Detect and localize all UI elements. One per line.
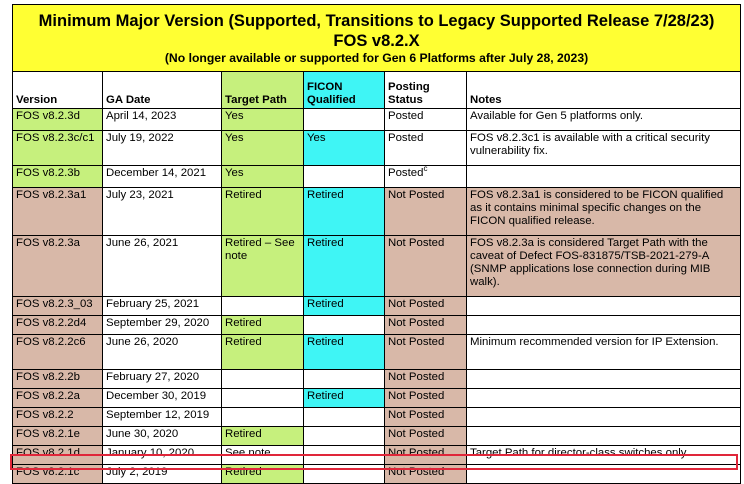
table-row bbox=[13, 109, 741, 131]
cell-notes bbox=[467, 370, 741, 389]
cell-notes: Available for Gen 5 platforms only. bbox=[467, 109, 741, 131]
cell-ficon bbox=[304, 316, 385, 335]
table-row bbox=[13, 465, 741, 484]
cell-target-path bbox=[222, 389, 304, 408]
cell-posting-status: Posted bbox=[385, 109, 467, 131]
cell-notes: FOS v8.2.3c1 is available with a critical security vulnerability fix. bbox=[467, 131, 741, 166]
footnote-marker: c bbox=[423, 164, 428, 174]
header-ga-date: GA Date bbox=[103, 72, 222, 109]
cell-ga-date: January 10, 2020 bbox=[103, 446, 222, 465]
header-version: Version bbox=[13, 72, 103, 109]
cell-ficon: Retired bbox=[304, 236, 385, 297]
cell-version: FOS v8.2.1d bbox=[13, 446, 103, 465]
cell-ga-date: September 29, 2020 bbox=[103, 316, 222, 335]
cell-ga-date: April 14, 2023 bbox=[103, 109, 222, 131]
cell-target-path: Yes bbox=[222, 131, 304, 166]
cell-notes bbox=[467, 297, 741, 316]
cell-posting-status: Posted bbox=[385, 131, 467, 166]
cell-posting-status: Not Posted bbox=[385, 316, 467, 335]
banner-title: Minimum Major Version (Supported, Transitions to Legacy Supported Release 7/28/23) bbox=[38, 11, 715, 30]
cell-posting-status: Not Posted bbox=[385, 465, 467, 484]
cell-ga-date: June 26, 2021 bbox=[103, 236, 222, 297]
cell-version: FOS v8.2.3a bbox=[13, 236, 103, 297]
cell-ga-date: December 14, 2021 bbox=[103, 166, 222, 188]
cell-notes bbox=[467, 408, 741, 427]
cell-ficon bbox=[304, 446, 385, 465]
cell-target-path: Yes bbox=[222, 166, 304, 188]
cell-ga-date: July 2, 2019 bbox=[103, 465, 222, 484]
cell-version: FOS v8.2.1c bbox=[13, 465, 103, 484]
table-row bbox=[13, 131, 741, 166]
cell-ficon: Retired bbox=[304, 389, 385, 408]
banner-subtitle: (No longer available or supported for Gen 6 Platforms after July 28, 2023) bbox=[164, 50, 589, 65]
cell-version: FOS v8.2.3d bbox=[13, 109, 103, 131]
cell-ga-date: February 27, 2020 bbox=[103, 370, 222, 389]
cell-ficon: Retired bbox=[304, 188, 385, 236]
cell-version: FOS v8.2.1e bbox=[13, 427, 103, 446]
cell-target-path: See note bbox=[222, 446, 304, 465]
table-row bbox=[13, 389, 741, 408]
table-row bbox=[13, 408, 741, 427]
cell-ga-date: February 25, 2021 bbox=[103, 297, 222, 316]
cell-notes bbox=[467, 166, 741, 188]
cell-target-path: Retired – See note bbox=[222, 236, 304, 297]
cell-notes bbox=[467, 465, 741, 484]
cell-posting-status: Not Posted bbox=[385, 335, 467, 370]
cell-posting-status: Not Posted bbox=[385, 389, 467, 408]
cell-version: FOS v8.2.3_03 bbox=[13, 297, 103, 316]
cell-notes: FOS v8.2.3a is considered Target Path with the caveat of Defect FOS-831875/TSB-2021-279-A (SNMP applications lose connection during MIB walk). bbox=[467, 236, 741, 297]
cell-version: FOS v8.2.3c/c1 bbox=[13, 131, 103, 166]
table-row bbox=[13, 297, 741, 316]
cell-ficon bbox=[304, 166, 385, 188]
table-row bbox=[13, 446, 741, 465]
cell-target-path: Yes bbox=[222, 109, 304, 131]
cell-version: FOS v8.2.2b bbox=[13, 370, 103, 389]
cell-target-path: Retired bbox=[222, 316, 304, 335]
posting-status-text: Posted bbox=[388, 167, 424, 179]
release-table-container bbox=[12, 4, 740, 484]
cell-notes bbox=[467, 316, 741, 335]
cell-posting-status: Not Posted bbox=[385, 370, 467, 389]
cell-ficon: Retired bbox=[304, 297, 385, 316]
banner-version: FOS v8.2.X bbox=[333, 31, 420, 50]
cell-notes: FOS v8.2.3a1 is considered to be FICON qualified as it contains minimal specific changes on the FICON qualified release. bbox=[467, 188, 741, 236]
cell-notes bbox=[467, 427, 741, 446]
cell-version: FOS v8.2.2 bbox=[13, 408, 103, 427]
header-row bbox=[13, 72, 741, 109]
cell-posting-status: Not Posted bbox=[385, 408, 467, 427]
cell-posting-status: Not Posted bbox=[385, 236, 467, 297]
cell-target-path: Retired bbox=[222, 335, 304, 370]
table-row bbox=[13, 188, 741, 236]
cell-ficon bbox=[304, 109, 385, 131]
cell-version: FOS v8.2.3a1 bbox=[13, 188, 103, 236]
header-notes: Notes bbox=[467, 72, 741, 109]
cell-ga-date: July 23, 2021 bbox=[103, 188, 222, 236]
cell-target-path bbox=[222, 297, 304, 316]
cell-ficon: Retired bbox=[304, 335, 385, 370]
cell-target-path: Retired bbox=[222, 188, 304, 236]
cell-ficon bbox=[304, 408, 385, 427]
header-posting-status: Posting Status bbox=[385, 72, 467, 109]
release-table bbox=[12, 4, 741, 484]
table-row bbox=[13, 166, 741, 188]
cell-posting-status: Not Posted bbox=[385, 427, 467, 446]
cell-target-path: Retired bbox=[222, 427, 304, 446]
cell-posting-status: Not Posted bbox=[385, 446, 467, 465]
table-banner bbox=[13, 5, 741, 72]
cell-ficon bbox=[304, 370, 385, 389]
table-row bbox=[13, 335, 741, 370]
cell-version: FOS v8.2.3b bbox=[13, 166, 103, 188]
cell-target-path bbox=[222, 370, 304, 389]
cell-version: FOS v8.2.2a bbox=[13, 389, 103, 408]
cell-notes: Target Path for director-class switches only. bbox=[467, 446, 741, 465]
table-row bbox=[13, 236, 741, 297]
cell-ga-date: June 26, 2020 bbox=[103, 335, 222, 370]
cell-ficon bbox=[304, 427, 385, 446]
cell-ficon: Yes bbox=[304, 131, 385, 166]
table-row bbox=[13, 370, 741, 389]
cell-posting-status: Not Posted bbox=[385, 297, 467, 316]
cell-ga-date: September 12, 2019 bbox=[103, 408, 222, 427]
cell-ficon bbox=[304, 465, 385, 484]
cell-posting-status bbox=[385, 166, 467, 188]
table-row bbox=[13, 316, 741, 335]
cell-ga-date: December 30, 2019 bbox=[103, 389, 222, 408]
cell-ga-date: July 19, 2022 bbox=[103, 131, 222, 166]
header-target-path: Target Path bbox=[222, 72, 304, 109]
cell-target-path: Retired bbox=[222, 465, 304, 484]
cell-posting-status: Not Posted bbox=[385, 188, 467, 236]
cell-notes: Minimum recommended version for IP Extension. bbox=[467, 335, 741, 370]
header-ficon-qualified: FICON Qualified bbox=[304, 72, 385, 109]
cell-notes bbox=[467, 389, 741, 408]
cell-version: FOS v8.2.2c6 bbox=[13, 335, 103, 370]
cell-version: FOS v8.2.2d4 bbox=[13, 316, 103, 335]
table-row bbox=[13, 427, 741, 446]
cell-target-path bbox=[222, 408, 304, 427]
cell-ga-date: June 30, 2020 bbox=[103, 427, 222, 446]
